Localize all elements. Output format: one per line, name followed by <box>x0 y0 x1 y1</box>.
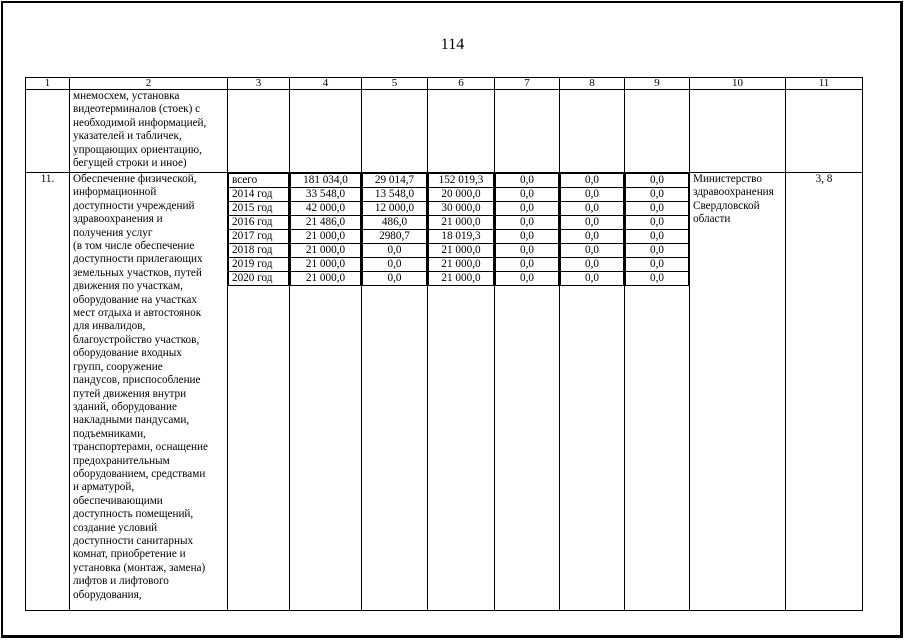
value-row <box>496 272 559 286</box>
col7-cell <box>495 173 560 611</box>
value-cell: 29 014,7 <box>363 174 427 188</box>
description-line: мнемосхем, установка <box>73 90 180 102</box>
value-row <box>363 188 427 202</box>
value-cell: 0,0 <box>496 174 559 188</box>
value-row <box>363 202 427 216</box>
value-cell: 0,0 <box>626 174 689 188</box>
text-line: области <box>693 213 731 226</box>
value-row <box>626 202 689 216</box>
col8-cell <box>560 173 625 611</box>
header-col-3: 3 <box>228 78 290 90</box>
value-cell: 0,0 <box>626 230 689 244</box>
continuation-cell <box>495 90 560 173</box>
description-line: упрощающих ориентацию, <box>73 143 202 156</box>
description-line: видеотерминалов (стоек) с <box>73 103 201 116</box>
continuation-cell <box>690 90 786 173</box>
value-row <box>561 174 624 188</box>
value-cell: 0,0 <box>561 202 624 216</box>
description-line: бегущей строки и иное) <box>73 157 187 170</box>
value-row <box>561 258 624 272</box>
value-row <box>626 272 689 286</box>
col5-cell <box>362 173 428 611</box>
text-line: подъемниками, <box>73 427 146 440</box>
value-cell: 0,0 <box>561 230 624 244</box>
continuation-cell <box>290 90 362 173</box>
program-table <box>25 77 863 611</box>
text-line: земельных участков, путей <box>73 266 202 279</box>
header-col-11: 11 <box>786 78 863 90</box>
item-description <box>70 173 228 611</box>
value-row <box>291 188 361 202</box>
text-line: путей движения внутри <box>73 387 187 400</box>
value-row <box>363 258 427 272</box>
value-row <box>291 202 361 216</box>
continuation-cell <box>560 90 625 173</box>
value-row <box>229 272 289 286</box>
value-cell: 0,0 <box>363 258 427 272</box>
text-line: доступность помещений, <box>73 508 194 521</box>
text-line: транспортерами, оснащение <box>73 441 208 454</box>
value-row <box>429 244 494 258</box>
header-col-9: 9 <box>625 78 690 90</box>
continuation-cell <box>625 90 690 173</box>
value-cell: 152 019,3 <box>429 174 494 188</box>
value-row <box>291 216 361 230</box>
col7-values <box>495 173 559 286</box>
value-cell: 0,0 <box>496 244 559 258</box>
value-row <box>496 174 559 188</box>
value-row <box>429 188 494 202</box>
value-cell: 486,0 <box>363 216 427 230</box>
value-row <box>496 216 559 230</box>
continuation-cell <box>786 90 863 173</box>
value-cell: 12 000,0 <box>363 202 427 216</box>
value-row <box>363 272 427 286</box>
value-row <box>626 230 689 244</box>
col9-cell <box>625 173 690 611</box>
header-row <box>26 78 863 90</box>
value-cell: 42 000,0 <box>291 202 361 216</box>
header-col-6: 6 <box>428 78 495 90</box>
col6-cell <box>428 173 495 611</box>
value-cell: 21 000,0 <box>429 272 494 286</box>
col4-cell <box>290 173 362 611</box>
text-line: пандусов, приспособление <box>73 374 201 387</box>
continuation-row <box>26 90 863 173</box>
value-cell: 21 000,0 <box>291 272 361 286</box>
value-cell: 0,0 <box>363 244 427 258</box>
text-line: информационной <box>73 186 157 199</box>
value-cell: 0,0 <box>626 244 689 258</box>
value-cell: 0,0 <box>496 216 559 230</box>
value-cell: 0,0 <box>561 216 624 230</box>
text-line: (в том числе обеспечение <box>73 240 195 253</box>
description-line: указателей и табличек, <box>73 130 182 143</box>
value-cell: 0,0 <box>496 230 559 244</box>
value-cell: 0,0 <box>363 272 427 286</box>
value-row <box>561 216 624 230</box>
text-line: групп, сооружение <box>73 360 163 373</box>
value-cell: 0,0 <box>496 258 559 272</box>
continuation-cell <box>362 90 428 173</box>
text-line: оборудованием, средствами <box>73 467 206 480</box>
text-line: и арматурой, <box>73 481 135 494</box>
value-cell: 2016 год <box>229 216 289 230</box>
value-cell: 2015 год <box>229 202 289 216</box>
value-row <box>429 258 494 272</box>
continuation-cell <box>428 90 495 173</box>
value-cell: 0,0 <box>626 258 689 272</box>
col8-values <box>560 173 624 286</box>
item-number: 11. <box>26 173 70 611</box>
header-col-2: 2 <box>70 78 228 90</box>
text-line: Обеспечение физической, <box>73 173 197 185</box>
text-line: Министерство <box>693 173 762 185</box>
value-row <box>229 244 289 258</box>
value-cell: 0,0 <box>561 244 624 258</box>
value-row <box>291 174 361 188</box>
value-row <box>229 258 289 272</box>
text-line: зданий, оборудование <box>73 400 177 413</box>
value-row <box>363 244 427 258</box>
value-cell: 13 548,0 <box>363 188 427 202</box>
header-col-5: 5 <box>362 78 428 90</box>
value-cell: 0,0 <box>561 272 624 286</box>
value-cell: 21 000,0 <box>429 244 494 258</box>
value-cell: 2014 год <box>229 188 289 202</box>
value-cell: 0,0 <box>561 174 624 188</box>
value-cell: 0,0 <box>626 188 689 202</box>
item-row <box>26 173 863 611</box>
value-cell: 181 034,0 <box>291 174 361 188</box>
value-cell: 0,0 <box>626 202 689 216</box>
value-cell: 0,0 <box>626 216 689 230</box>
page-number: 114 <box>440 36 465 53</box>
value-row <box>429 216 494 230</box>
value-cell: 21 000,0 <box>291 244 361 258</box>
header-col-10: 10 <box>690 78 786 90</box>
value-row <box>229 174 289 188</box>
value-cell: всего <box>229 174 289 188</box>
text-line: для инвалидов, <box>73 320 146 333</box>
continuation-number-cell <box>26 90 70 173</box>
value-cell: 0,0 <box>496 202 559 216</box>
executor-cell <box>690 173 786 611</box>
value-row <box>363 216 427 230</box>
value-row <box>626 244 689 258</box>
text-line: получения услуг <box>73 226 153 239</box>
value-row <box>291 272 361 286</box>
value-row <box>229 216 289 230</box>
value-cell: 30 000,0 <box>429 202 494 216</box>
text-line: обеспечивающими <box>73 494 163 507</box>
continuation-description <box>70 90 228 173</box>
value-cell: 21 486,0 <box>291 216 361 230</box>
text-line: предохранительным <box>73 454 170 467</box>
header-col-7: 7 <box>495 78 560 90</box>
value-row <box>561 272 624 286</box>
value-cell: 2980,7 <box>363 230 427 244</box>
value-row <box>496 202 559 216</box>
value-cell: 21 000,0 <box>291 258 361 272</box>
value-cell: 33 548,0 <box>291 188 361 202</box>
value-row <box>429 202 494 216</box>
text-line: оборудование на участках <box>73 293 197 306</box>
text-line: доступности санитарных <box>73 534 194 547</box>
value-cell: 21 000,0 <box>291 230 361 244</box>
value-row <box>363 230 427 244</box>
text-line: доступности учреждений <box>73 199 195 212</box>
value-row <box>291 230 361 244</box>
col5-values <box>362 173 427 286</box>
text-line: комнат, приобретение и <box>73 548 186 561</box>
value-row <box>291 258 361 272</box>
value-row <box>561 202 624 216</box>
value-cell: 0,0 <box>626 272 689 286</box>
value-row <box>626 174 689 188</box>
value-row <box>561 188 624 202</box>
text-line: мест отдыха и автостоянок <box>73 307 202 320</box>
text-line: оборудование входных <box>73 347 182 360</box>
col6-values <box>428 173 494 286</box>
text-line: Свердловской <box>693 199 760 212</box>
continuation-cell <box>228 90 290 173</box>
value-cell: 0,0 <box>496 188 559 202</box>
value-cell: 2020 год <box>229 272 289 286</box>
value-row <box>626 258 689 272</box>
value-row <box>229 188 289 202</box>
value-row <box>561 244 624 258</box>
value-row <box>229 230 289 244</box>
header-col-1: 1 <box>26 78 70 90</box>
value-row <box>229 202 289 216</box>
value-cell: 0,0 <box>496 272 559 286</box>
text-line: создание условий <box>73 521 158 534</box>
value-row <box>561 230 624 244</box>
value-cell: 2019 год <box>229 258 289 272</box>
value-cell: 21 000,0 <box>429 258 494 272</box>
text-line: доступности прилегающих <box>73 253 203 266</box>
value-row <box>363 174 427 188</box>
value-cell: 2018 год <box>229 244 289 258</box>
value-row <box>626 216 689 230</box>
header-col-8: 8 <box>560 78 625 90</box>
value-row <box>626 188 689 202</box>
value-row <box>291 244 361 258</box>
col9-values <box>625 173 689 286</box>
value-row <box>496 258 559 272</box>
value-cell: 20 000,0 <box>429 188 494 202</box>
value-cell: 18 019,3 <box>429 230 494 244</box>
description-line: необходимой информацией, <box>73 116 207 129</box>
col4-values <box>290 173 361 286</box>
col11-cell: 3, 8 <box>786 173 863 611</box>
value-row <box>496 188 559 202</box>
value-row <box>496 244 559 258</box>
value-cell: 0,0 <box>561 258 624 272</box>
years-list <box>228 173 289 286</box>
text-line: здравоохранения <box>693 186 774 199</box>
text-line: здравоохранения и <box>73 213 163 226</box>
value-cell: 0,0 <box>561 188 624 202</box>
text-line: оборудования, <box>73 588 142 601</box>
value-row <box>429 174 494 188</box>
value-row <box>429 272 494 286</box>
value-cell: 21 000,0 <box>429 216 494 230</box>
value-row <box>429 230 494 244</box>
header-col-4: 4 <box>290 78 362 90</box>
text-line: установка (монтаж, замена) <box>73 561 206 574</box>
text-line: движения по участкам, <box>73 280 183 293</box>
text-line: лифтов и лифтового <box>73 575 169 588</box>
value-cell: 2017 год <box>229 230 289 244</box>
value-row <box>496 230 559 244</box>
text-line: накладными пандусами, <box>73 414 190 427</box>
text-line: благоустройство участков, <box>73 333 200 346</box>
years-cell <box>228 173 290 611</box>
